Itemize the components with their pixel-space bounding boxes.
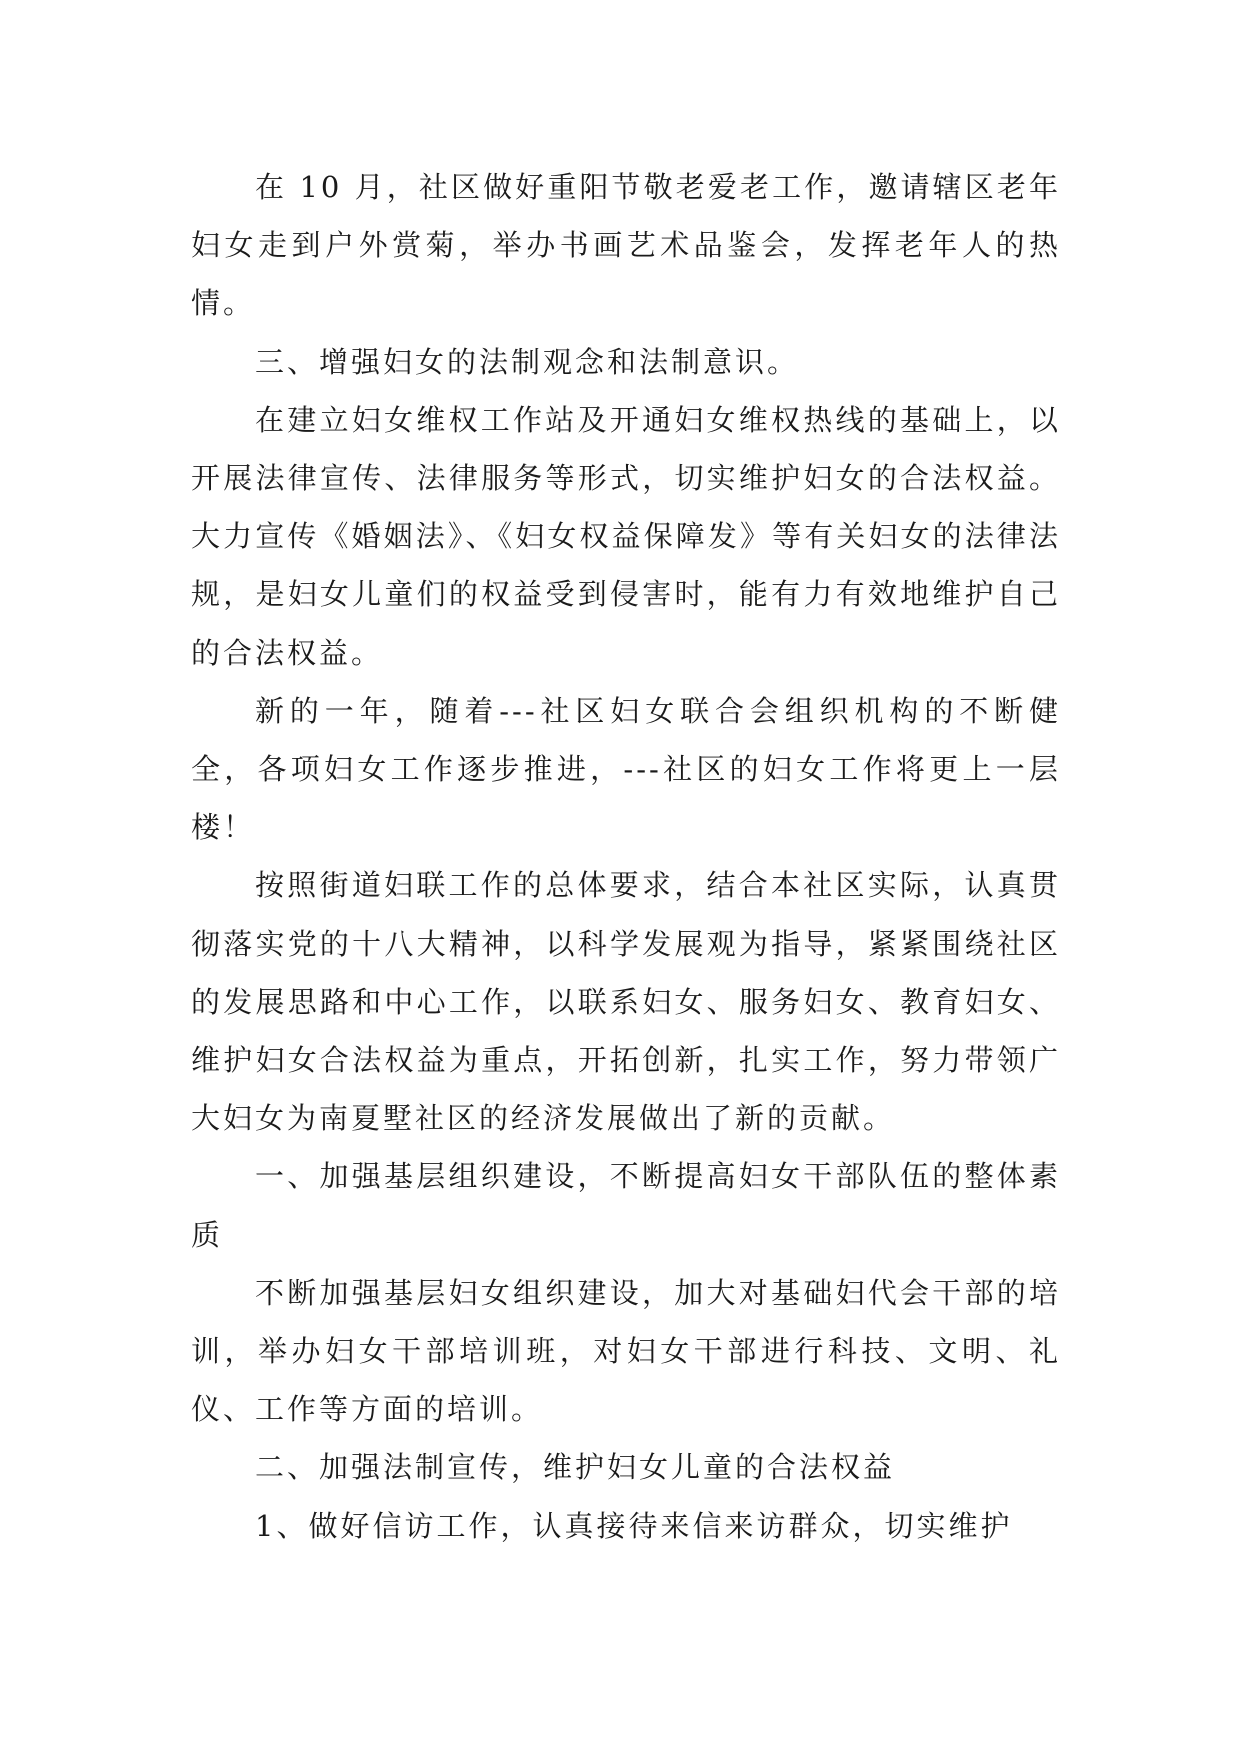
paragraph-training: 不断加强基层妇女组织建设，加大对基础妇代会干部的培训，举办妇女干部培训班，对妇女干部进行科技、文明、礼仪、工作等方面的培训。 [191,1275,1061,1427]
section-heading-one: 一、加强基层组织建设，不断提高妇女干部队伍的整体素质 [191,1159,1061,1252]
paragraph-new-year: 新的一年，随着---社区妇女联合会组织机构的不断健全，各项妇女工作逐步推进，---社区的妇女工作将更上一层楼！ [191,693,1061,845]
paragraph-petition: 1、做好信访工作，认真接待来信来访群众，切实维护 [255,1508,1013,1543]
section-heading-three: 三、增强妇女的法制观念和法制意识。 [255,344,800,379]
section-heading-two: 二、加强法制宣传，维护妇女儿童的合法权益 [255,1450,896,1485]
document-body [191,158,1061,1555]
paragraph-legal-rights: 在建立妇女维权工作站及开通妇女维权热线的基础上，以开展法律宣传、法律服务等形式，切实维护妇女的合法权益。大力宣传《婚姻法》、《妇女权益保障发》等有关妇女的法律法规，是妇女儿童们的权益受到侵害时，能有力有效地维护自己的合法权益。 [191,402,1061,670]
paragraph-overview: 按照街道妇联工作的总体要求，结合本社区实际，认真贯彻落实党的十八大精神，以科学发展观为指导，紧紧围绕社区的发展思路和中心工作，以联系妇女、服务妇女、教育妇女、维护妇女合法权益为重点，开拓创新，扎实工作，努力带领广大妇女为南夏墅社区的经济发展做出了新的贡献。 [191,868,1061,1136]
paragraph-chongyang: 在 10 月，社区做好重阳节敬老爱老工作，邀请辖区老年妇女走到户外赏菊，举办书画艺术品鉴会，发挥老年人的热情。 [191,170,1061,321]
